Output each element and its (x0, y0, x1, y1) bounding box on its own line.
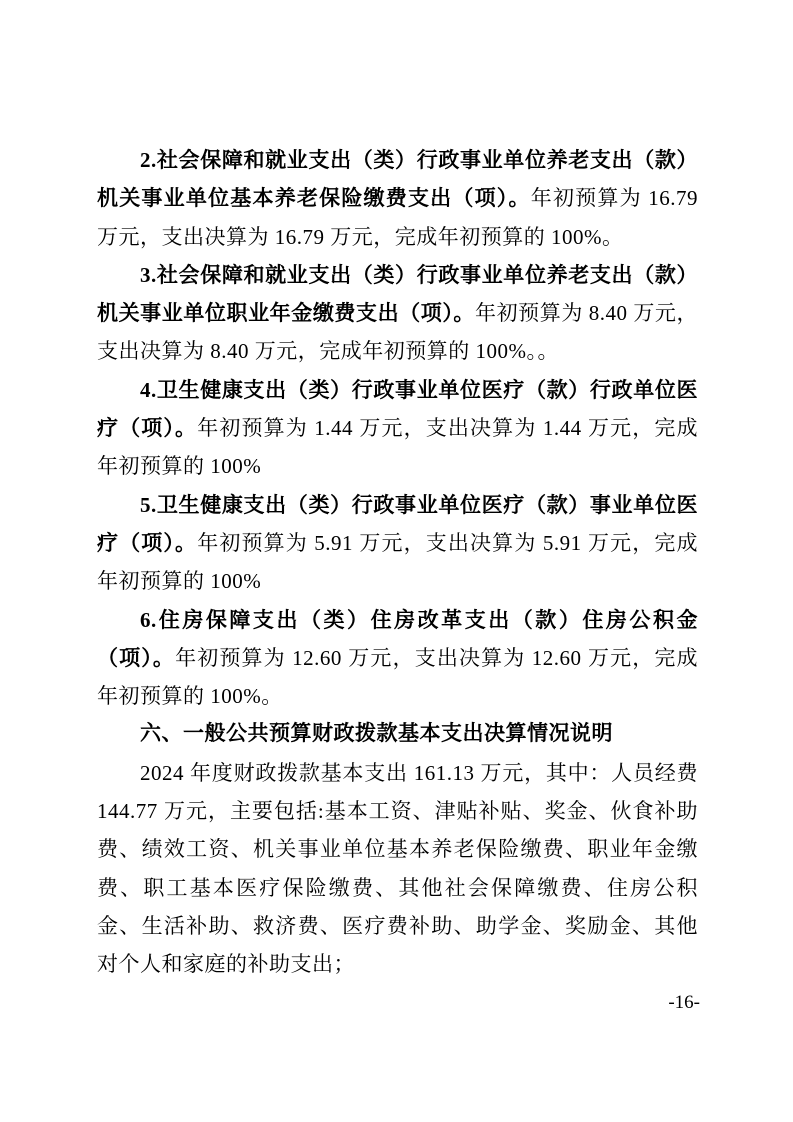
section-heading-six: 六、一般公共预算财政拨款基本支出决算情况说明 (140, 722, 613, 746)
expenditure-item-5-detail: 年初预算为 5.91 万元，支出决算为 5.91 万元，完成年初预算的 100% (97, 530, 699, 594)
expenditure-item-5 (97, 486, 698, 601)
expenditure-item-6-title: 6.住房保障支出（类）住房改革支出（款）住房公积金（项）。 (97, 607, 698, 670)
expenditure-item-3-title: 3.社会保障和就业支出（类）行政事业单位养老支出（款）机关事业单位职业年金缴费支出（项）。 (97, 262, 698, 326)
page-number: -16- (668, 992, 700, 1013)
expenditure-item-4 (97, 371, 698, 486)
expenditure-item-2 (97, 141, 698, 256)
expenditure-item-4-detail: 年初预算为 1.44 万元，支出决算为 1.44 万元，完成年初预算的 100% (97, 416, 699, 479)
expenditure-item-6 (97, 601, 698, 716)
expenditure-item-2-title: 2.社会保障和就业支出（类）行政事业单位养老支出（款）机关事业单位基本养老保险缴费支出（项）。 (97, 148, 698, 211)
expenditure-item-6-detail: 年初预算为 12.60 万元，支出决算为 12.60 万元，完成年初预算的 100%。 (97, 645, 699, 709)
expenditure-item-3 (97, 256, 698, 371)
expenditure-item-2-detail: 年初预算为 16.79 万元，支出决算为 16.79 万元，完成年初预算的 100%。 (97, 186, 699, 249)
expenditure-item-4-title: 4.卫生健康支出（类）行政事业单位医疗（款）行政单位医疗（项）。 (97, 377, 698, 441)
document-body (97, 141, 698, 984)
expenditure-item-5-title: 5.卫生健康支出（类）行政事业单位医疗（款）事业单位医疗（项）。 (97, 492, 698, 555)
basic-expense-paragraph: 2024 年度财政拨款基本支出 161.13 万元，其中：人员经费 144.77 万元，主要包括:基本工资、津贴补贴、奖金、伙食补助费、绩效工资、机关事业单位基本养老保险缴费、职业年金缴费、职工基本医疗保险缴费、其他社会保障缴费、住房公积金、生活补助、救济费、医疗费补助、助学金、奖励金、其他对个人和家庭的补助支出； (97, 760, 698, 977)
expenditure-item-3-detail: 年初预算为 8.40 万元，支出决算为 8.40 万元，完成年初预算的 100%。。 (97, 301, 698, 364)
